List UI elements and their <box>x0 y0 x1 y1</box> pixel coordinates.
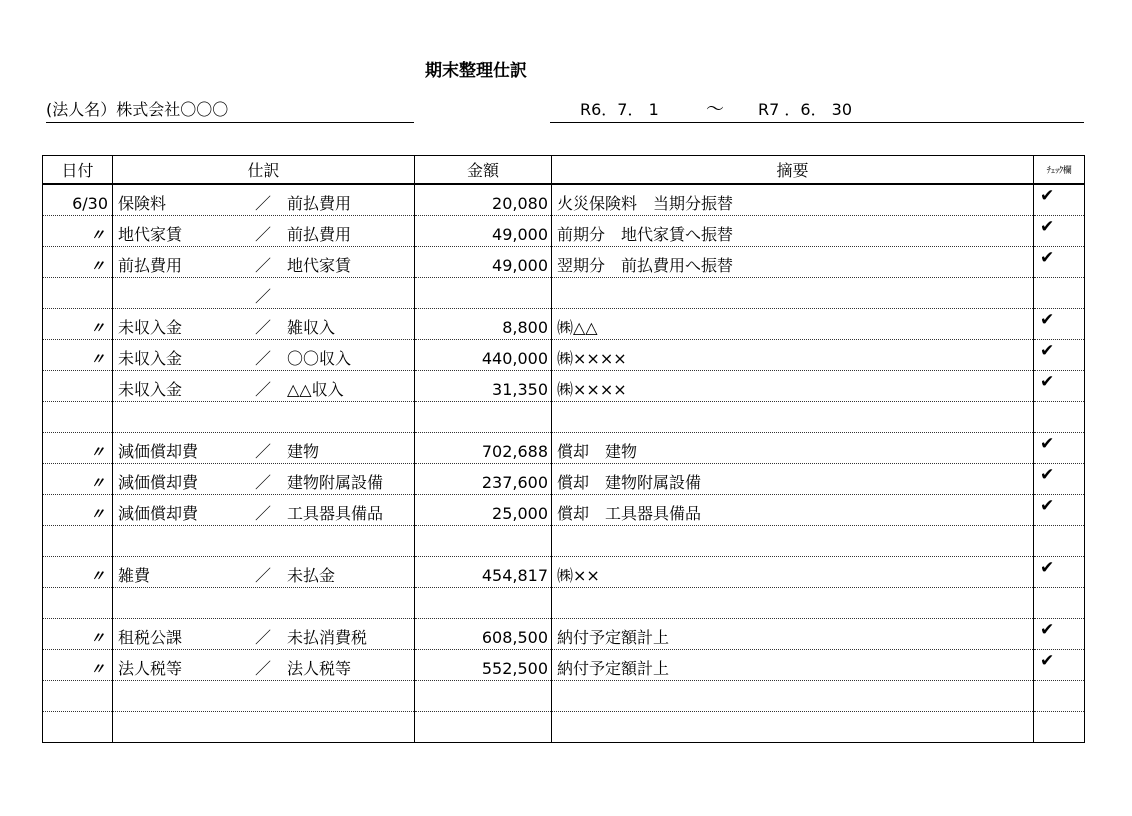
checkmark-icon: ✔ <box>1040 217 1055 237</box>
cell-entry <box>113 309 415 340</box>
cell-memo <box>552 216 1034 247</box>
table-row <box>43 681 1085 712</box>
debit-account: 減価償却費 <box>118 504 199 523</box>
cell-check[interactable] <box>1034 712 1085 743</box>
cell-check[interactable] <box>1034 216 1085 247</box>
credit-account: 建物 <box>287 442 320 461</box>
debit-account: 前払費用 <box>118 256 183 275</box>
checkmark-icon: ✔ <box>1040 341 1055 361</box>
table-row <box>43 588 1085 619</box>
cell-date <box>43 681 113 712</box>
cell-date <box>43 464 113 495</box>
checkmark-icon: ✔ <box>1040 434 1055 454</box>
entry-slash: ／ <box>255 442 272 461</box>
memo-text: 翌期分 前払費用へ振替 <box>557 256 734 275</box>
entry-slash: ／ <box>255 628 272 647</box>
cell-amount <box>415 464 552 495</box>
amount-text: 25,000 <box>492 504 548 523</box>
debit-account: 雑費 <box>118 566 151 585</box>
entry-slash: ／ <box>255 256 272 275</box>
memo-text: 償却 工具器具備品 <box>557 504 702 523</box>
cell-memo <box>552 619 1034 650</box>
debit-account: 地代家賃 <box>118 225 183 244</box>
table-row <box>43 216 1085 247</box>
entry-slash: ／ <box>255 318 272 337</box>
cell-amount <box>415 712 552 743</box>
entry-slash: ／ <box>255 504 272 523</box>
credit-account: 法人税等 <box>287 659 352 678</box>
cell-amount <box>415 495 552 526</box>
fiscal-period <box>550 100 1084 123</box>
entry-slash: ／ <box>255 380 272 399</box>
cell-date <box>43 433 113 464</box>
checkmark-icon: ✔ <box>1040 248 1055 268</box>
table-row <box>43 464 1085 495</box>
table-row <box>43 184 1085 216</box>
debit-account: 法人税等 <box>118 659 183 678</box>
cell-check[interactable] <box>1034 184 1085 216</box>
table-row <box>43 650 1085 681</box>
date-text: 〃 <box>89 257 105 275</box>
cell-memo <box>552 526 1034 557</box>
memo-text: ㈱×××× <box>557 349 627 368</box>
table-row <box>43 247 1085 278</box>
cell-memo <box>552 278 1034 309</box>
cell-memo <box>552 402 1034 433</box>
entry-slash: ／ <box>255 566 272 585</box>
table-row <box>43 309 1085 340</box>
cell-date <box>43 619 113 650</box>
cell-amount <box>415 340 552 371</box>
journal-body <box>43 184 1085 743</box>
date-text: 〃 <box>89 629 105 647</box>
amount-text: 49,000 <box>492 225 548 244</box>
checkmark-icon: ✔ <box>1040 310 1055 330</box>
memo-text: 償却 建物 <box>557 442 638 461</box>
cell-date <box>43 247 113 278</box>
debit-account: 保険料 <box>118 194 167 213</box>
amount-text: 440,000 <box>481 349 548 368</box>
cell-amount <box>415 526 552 557</box>
cell-date <box>43 309 113 340</box>
cell-date <box>43 340 113 371</box>
cell-check[interactable] <box>1034 247 1085 278</box>
cell-entry <box>113 340 415 371</box>
credit-account: 未払消費税 <box>287 628 368 647</box>
cell-amount <box>415 184 552 216</box>
memo-text: 償却 建物附属設備 <box>557 473 702 492</box>
cell-entry <box>113 588 415 619</box>
credit-account: △△収入 <box>287 380 344 399</box>
cell-check[interactable] <box>1034 526 1085 557</box>
period-start: R6．7． 1 <box>580 100 659 119</box>
entry-slash: ／ <box>255 473 272 492</box>
cell-date <box>43 650 113 681</box>
entry-slash: ／ <box>255 194 272 213</box>
cell-memo <box>552 247 1034 278</box>
amount-text: 49,000 <box>492 256 548 275</box>
cell-amount <box>415 433 552 464</box>
cell-date <box>43 526 113 557</box>
table-row <box>43 433 1085 464</box>
cell-entry <box>113 464 415 495</box>
cell-memo <box>552 588 1034 619</box>
cell-entry <box>113 681 415 712</box>
cell-memo <box>552 495 1034 526</box>
credit-account: 未払金 <box>287 566 336 585</box>
date-text: 〃 <box>89 660 105 678</box>
memo-text: 火災保険料 当期分振替 <box>557 194 734 213</box>
cell-check[interactable] <box>1034 278 1085 309</box>
cell-check[interactable] <box>1034 464 1085 495</box>
cell-memo <box>552 309 1034 340</box>
table-row <box>43 278 1085 309</box>
table-row <box>43 402 1085 433</box>
cell-amount <box>415 557 552 588</box>
cell-entry <box>113 526 415 557</box>
cell-entry <box>113 402 415 433</box>
cell-memo <box>552 371 1034 402</box>
date-text: 6/30 <box>72 194 108 213</box>
header-memo: 摘要 <box>552 156 1034 185</box>
table-row <box>43 712 1085 743</box>
cell-date <box>43 371 113 402</box>
credit-account: 前払費用 <box>287 194 352 213</box>
debit-account: 減価償却費 <box>118 473 199 492</box>
amount-text: 702,688 <box>481 442 548 461</box>
memo-text: ㈱×××× <box>557 380 627 399</box>
cell-memo <box>552 464 1034 495</box>
cell-entry <box>113 216 415 247</box>
cell-check[interactable] <box>1034 402 1085 433</box>
credit-account: 地代家賃 <box>287 256 352 275</box>
cell-check[interactable] <box>1034 340 1085 371</box>
cell-entry <box>113 371 415 402</box>
cell-entry <box>113 557 415 588</box>
cell-date <box>43 278 113 309</box>
table-header-row <box>43 156 1085 185</box>
memo-text: 納付予定額計上 <box>557 628 670 647</box>
document-title: 期末整理仕訳 <box>425 61 527 81</box>
header-amount: 金額 <box>415 156 552 185</box>
checkmark-icon: ✔ <box>1040 620 1055 640</box>
date-text: 〃 <box>89 350 105 368</box>
date-text: 〃 <box>89 505 105 523</box>
debit-account: 未収入金 <box>118 380 183 399</box>
amount-text: 237,600 <box>481 473 548 492</box>
memo-text: ㈱×× <box>557 566 600 585</box>
cell-entry <box>113 650 415 681</box>
amount-text: 608,500 <box>481 628 548 647</box>
amount-text: 454,817 <box>481 566 548 585</box>
table-row <box>43 495 1085 526</box>
cell-amount <box>415 619 552 650</box>
cell-amount <box>415 309 552 340</box>
checkmark-icon: ✔ <box>1040 651 1055 671</box>
cell-entry <box>113 184 415 216</box>
cell-amount <box>415 681 552 712</box>
cell-entry <box>113 278 415 309</box>
debit-account: 減価償却費 <box>118 442 199 461</box>
cell-date <box>43 495 113 526</box>
cell-check[interactable] <box>1034 588 1085 619</box>
credit-account: 建物附属設備 <box>287 473 384 492</box>
cell-date <box>43 216 113 247</box>
credit-account: 〇〇収入 <box>287 349 352 368</box>
debit-account: 未収入金 <box>118 349 183 368</box>
cell-amount <box>415 216 552 247</box>
corporation-name: (法人名）株式会社〇〇〇 <box>46 100 414 123</box>
cell-check[interactable] <box>1034 371 1085 402</box>
date-text: 〃 <box>89 226 105 244</box>
table-row <box>43 557 1085 588</box>
cell-entry <box>113 619 415 650</box>
cell-entry <box>113 495 415 526</box>
cell-check[interactable] <box>1034 495 1085 526</box>
cell-check[interactable] <box>1034 681 1085 712</box>
cell-amount <box>415 247 552 278</box>
table-row <box>43 526 1085 557</box>
cell-check[interactable] <box>1034 309 1085 340</box>
date-text: 〃 <box>89 319 105 337</box>
cell-memo <box>552 650 1034 681</box>
table-row <box>43 340 1085 371</box>
checkmark-icon: ✔ <box>1040 558 1055 578</box>
entry-slash: ／ <box>255 659 272 678</box>
header-date: 日付 <box>43 156 113 185</box>
cell-memo <box>552 681 1034 712</box>
checkmark-icon: ✔ <box>1040 186 1055 206</box>
cell-amount <box>415 371 552 402</box>
credit-account: 工具器具備品 <box>287 504 384 523</box>
cell-amount <box>415 278 552 309</box>
amount-text: 8,800 <box>502 318 548 337</box>
entry-slash: ／ <box>255 225 272 244</box>
journal-table <box>42 155 1085 743</box>
cell-amount <box>415 650 552 681</box>
credit-account: 前払費用 <box>287 225 352 244</box>
amount-text: 552,500 <box>481 659 548 678</box>
cell-date <box>43 184 113 216</box>
table-row <box>43 371 1085 402</box>
cell-check[interactable] <box>1034 433 1085 464</box>
checkmark-icon: ✔ <box>1040 496 1055 516</box>
cell-check[interactable] <box>1034 650 1085 681</box>
amount-text: 31,350 <box>492 380 548 399</box>
cell-amount <box>415 402 552 433</box>
checkmark-icon: ✔ <box>1040 465 1055 485</box>
checkmark-icon: ✔ <box>1040 372 1055 392</box>
header-check: ﾁｪｯｸ欄 <box>1034 156 1085 185</box>
period-end: R7 ．6． 30 <box>758 100 853 119</box>
memo-text: 前期分 地代家賃へ振替 <box>557 225 734 244</box>
cell-entry <box>113 247 415 278</box>
cell-date <box>43 588 113 619</box>
cell-entry <box>113 712 415 743</box>
period-separator: ～ <box>706 99 724 120</box>
cell-check[interactable] <box>1034 619 1085 650</box>
cell-memo <box>552 184 1034 216</box>
cell-amount <box>415 588 552 619</box>
cell-check[interactable] <box>1034 557 1085 588</box>
cell-memo <box>552 712 1034 743</box>
amount-text: 20,080 <box>492 194 548 213</box>
table-row <box>43 619 1085 650</box>
memo-text: ㈱△△ <box>557 318 598 337</box>
memo-text: 納付予定額計上 <box>557 659 670 678</box>
entry-slash: ／ <box>255 287 272 306</box>
cell-memo <box>552 557 1034 588</box>
cell-date <box>43 557 113 588</box>
credit-account: 雑収入 <box>287 318 336 337</box>
debit-account: 租税公課 <box>118 628 183 647</box>
cell-date <box>43 402 113 433</box>
date-text: 〃 <box>89 567 105 585</box>
header-entry: 仕訳 <box>113 156 415 185</box>
debit-account: 未収入金 <box>118 318 183 337</box>
entry-slash: ／ <box>255 349 272 368</box>
cell-entry <box>113 433 415 464</box>
date-text: 〃 <box>89 443 105 461</box>
cell-memo <box>552 340 1034 371</box>
cell-date <box>43 712 113 743</box>
date-text: 〃 <box>89 474 105 492</box>
cell-memo <box>552 433 1034 464</box>
